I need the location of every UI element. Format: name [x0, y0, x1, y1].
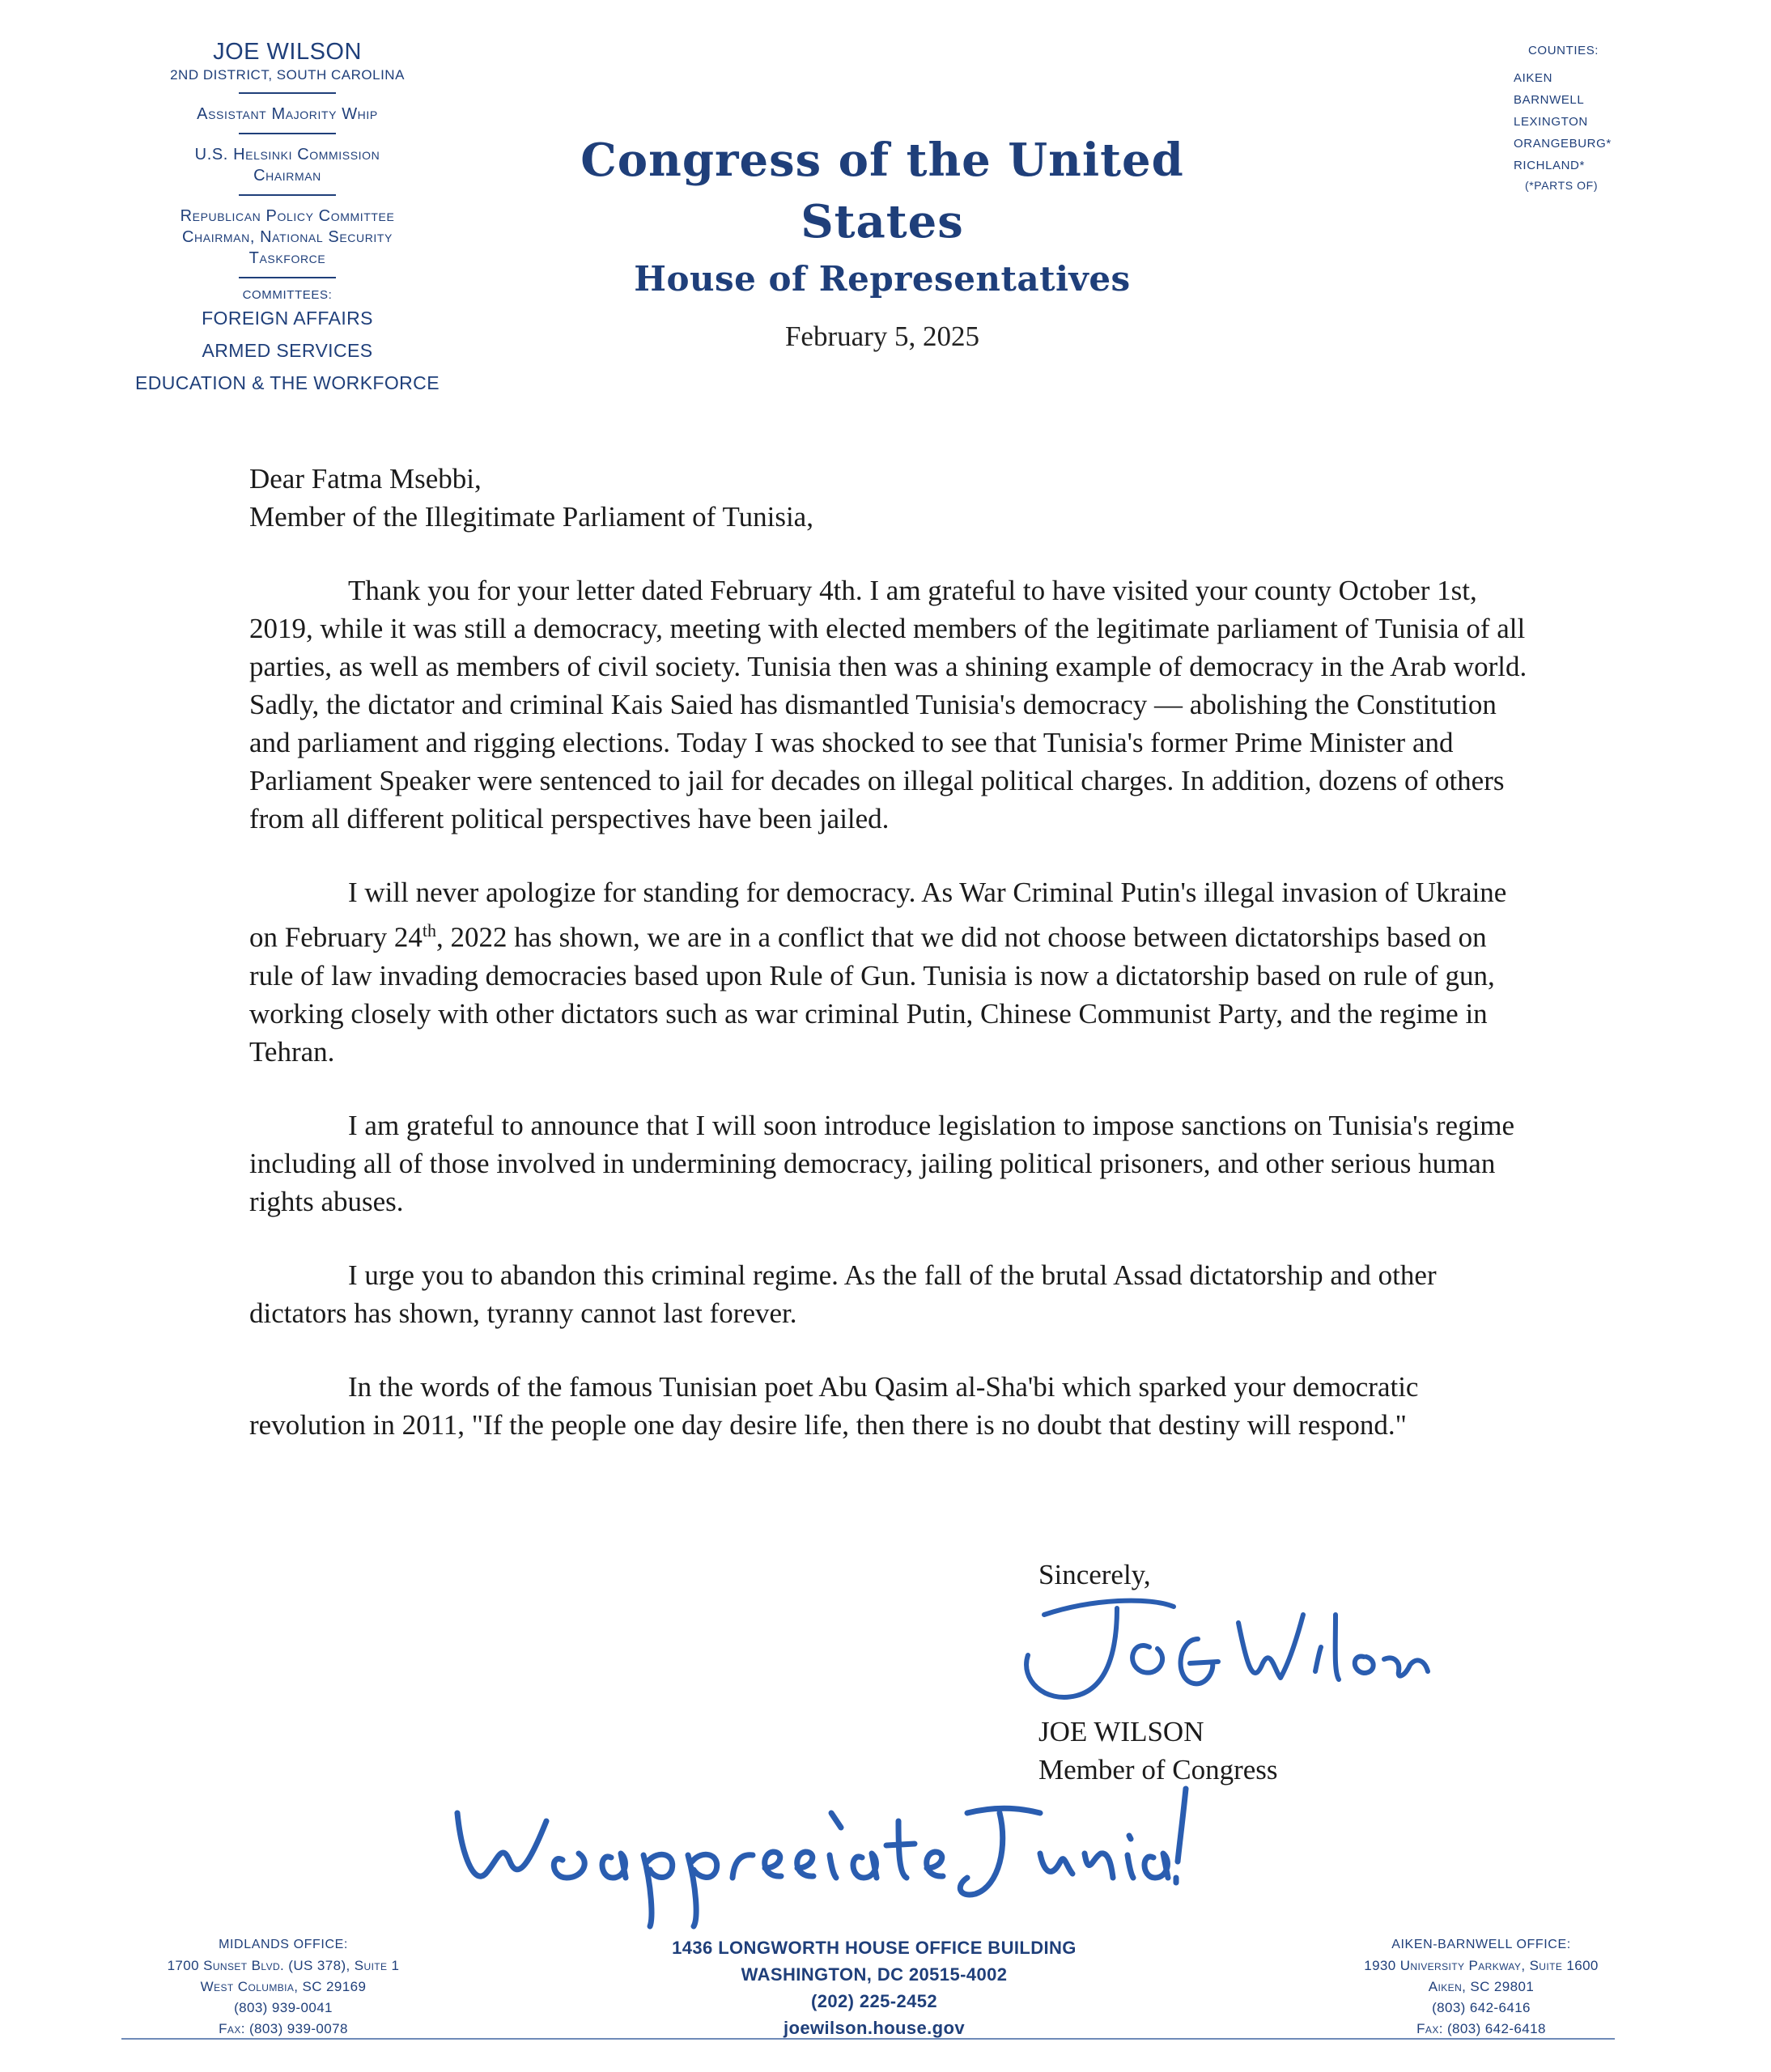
- county-item: RICHLAND*: [1514, 159, 1585, 172]
- footer-dc-office: [648, 1934, 1101, 2041]
- role-rpc-1: Republican Policy Committee: [180, 207, 395, 225]
- salutation-line-1: Dear Fatma Msebbi,: [249, 463, 482, 495]
- footer-midlands-office: [113, 1934, 453, 2040]
- paragraph-2-part-b: , 2022 has shown, we are in a conflict that we did not choose between dictatorships based on rule of law invading democracies based upon Rule of Gun. Tunisia is now a dictatorship based on rule of gun, working closely with other dictators such as war criminal Putin, Chinese Communist Party, and the regime in Tehran.: [249, 921, 1495, 1068]
- footer-left-line: Fax: (803) 939-0078: [219, 2021, 348, 2036]
- signer-name: JOE WILSON: [1038, 1716, 1204, 1747]
- signature: [996, 1582, 1449, 1728]
- handwritten-note: [441, 1764, 1202, 1934]
- letter-date: February 5, 2025: [784, 321, 980, 352]
- letterhead-left: [121, 37, 453, 399]
- footer-left-line: West Columbia, SC 29169: [200, 1979, 367, 1994]
- committee-education: EDUCATION & THE WORKFORCE: [135, 372, 440, 393]
- committee-foreign-affairs: FOREIGN AFFAIRS: [202, 308, 373, 329]
- committees-label: COMMITTEES:: [242, 288, 333, 302]
- role-helsinki-chair: Chairman: [253, 167, 321, 185]
- divider: [239, 133, 336, 134]
- paragraph-3: I am grateful to announce that I will soon introduce legislation to impose sanctions on Tunisia's regime including all of those involved in undermining democracy, jailing political prisoners, and other serious human rights abuses.: [249, 1109, 1515, 1217]
- congress-title: Congress of the United States: [580, 134, 1184, 248]
- counties-label: COUNTIES:: [1528, 44, 1599, 57]
- salutation-line-2: Member of the Illegitimate Parliament of Tunisia,: [249, 501, 813, 533]
- footer-divider: [121, 2038, 1615, 2040]
- signer-title: Member of Congress: [1038, 1754, 1278, 1785]
- role-rpc-3: Taskforce: [248, 249, 326, 267]
- paragraph-5: In the words of the famous Tunisian poet Abu Qasim al-Sha'bi which sparked your democratic revolution in 2011, "If the people one day desire life, then there is no doubt that destiny will respond.": [249, 1370, 1419, 1441]
- divider: [239, 194, 336, 196]
- footer-left-line: 1700 Sunset Blvd. (US 378), Suite 1: [167, 1958, 400, 1973]
- footer-center-line: (202) 225-2452: [810, 1991, 938, 2011]
- footer-center-line: WASHINGTON, DC 20515-4002: [741, 1964, 1008, 1985]
- paragraph-2-part-a: I will never apologize for standing for democracy. As War Criminal Putin's illegal invasion of Ukraine on February 24: [249, 877, 1507, 953]
- county-item: ORANGEBURG*: [1514, 137, 1612, 151]
- paragraph-2: [249, 873, 1528, 1071]
- footer-right-line: 1930 University Parkway, Suite 1600: [1364, 1958, 1599, 1973]
- house-title: House of Representatives: [634, 259, 1131, 299]
- footer-left-line: (803) 939-0041: [234, 2000, 333, 2015]
- paragraph-1: Thank you for your letter dated February 4th. I am grateful to have visited your county October 1st, 2019, while it was still a democracy, meeting with elected members of the legitimate parliament of Tunisia of all parties, as well as members of civil society. Tunisia then was a shining example of democracy in the Arab world. Sadly, the dictator and criminal Kais Saied has dismantled Tunisia's democracy — abolishing the Constitution and parliament and rigging elections. Today I was shocked to see that Tunisia's former Prime Minister and Parliament Speaker were sentenced to jail for decades on illegal political charges. In addition, dozens of others from all different political perspectives have been jailed.: [249, 575, 1527, 834]
- county-item: BARNWELL: [1514, 93, 1585, 107]
- closing: Sincerely,: [1038, 1559, 1151, 1590]
- committee-armed-services: ARMED SERVICES: [202, 340, 373, 361]
- superscript: th: [422, 920, 436, 940]
- divider: [239, 92, 336, 94]
- footer-center-line: 1436 LONGWORTH HOUSE OFFICE BUILDING: [672, 1938, 1077, 1958]
- divider: [239, 277, 336, 278]
- role-rpc-2: Chairman, National Security: [182, 228, 393, 246]
- footer-aiken-office: [1311, 1934, 1651, 2040]
- footer-right-title: AIKEN-BARNWELL OFFICE:: [1391, 1938, 1571, 1951]
- letterhead-counties: [1514, 44, 1675, 194]
- footer-right-line: Aiken, SC 29801: [1428, 1979, 1535, 1994]
- letter-body: [249, 460, 1528, 1444]
- member-name: JOE WILSON: [213, 39, 362, 65]
- footer-right-line: (803) 642-6416: [1432, 2000, 1531, 2015]
- paragraph-4: I urge you to abandon this criminal regime. As the fall of the brutal Assad dictatorship and other dictators has shown, tyranny cannot last forever.: [249, 1259, 1437, 1329]
- letterhead-center: [534, 130, 1230, 353]
- role-helsinki: U.S. Helsinki Commission: [194, 146, 380, 163]
- footer-website: joewilson.house.gov: [784, 2018, 965, 2038]
- county-item: AIKEN: [1514, 71, 1553, 85]
- district: 2ND DISTRICT, SOUTH CAROLINA: [170, 67, 405, 83]
- footer-right-line: Fax: (803) 642-6418: [1416, 2021, 1546, 2036]
- role-whip: Assistant Majority Whip: [197, 105, 378, 123]
- counties-note: (*PARTS OF): [1525, 179, 1599, 192]
- footer-left-title: MIDLANDS OFFICE:: [219, 1938, 348, 1951]
- county-item: LEXINGTON: [1514, 115, 1588, 129]
